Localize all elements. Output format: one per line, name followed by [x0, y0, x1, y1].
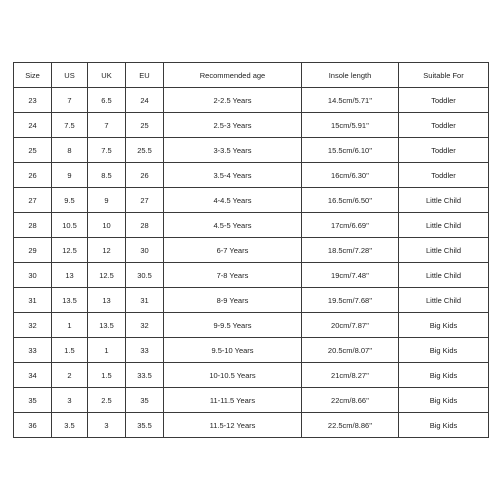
table-row: [14, 213, 489, 238]
table-body: [14, 88, 489, 438]
us-cell: 8: [52, 138, 88, 163]
table-row: [14, 238, 489, 263]
insole-length-cell: 22cm/8.66'': [302, 388, 399, 413]
size-cell: 28: [14, 213, 52, 238]
eu-cell: 26: [126, 163, 164, 188]
suitable-for-cell: Little Child: [399, 238, 489, 263]
us-cell: 10.5: [52, 213, 88, 238]
insole-length-cell: 15cm/5.91'': [302, 113, 399, 138]
size-cell: 35: [14, 388, 52, 413]
eu-cell: 25: [126, 113, 164, 138]
uk-cell: 7: [88, 113, 126, 138]
uk-cell: 13: [88, 288, 126, 313]
table-row: [14, 288, 489, 313]
age-cell: 4-4.5 Years: [164, 188, 302, 213]
insole-length-cell: 16.5cm/6.50'': [302, 188, 399, 213]
suitable-for-cell: Big Kids: [399, 338, 489, 363]
suitable-for-cell: Toddler: [399, 88, 489, 113]
insole-length-cell: 19.5cm/7.68'': [302, 288, 399, 313]
uk-cell: 12: [88, 238, 126, 263]
us-cell: 9.5: [52, 188, 88, 213]
age-cell: 2.5-3 Years: [164, 113, 302, 138]
age-cell: 9-9.5 Years: [164, 313, 302, 338]
insole-length-cell: 14.5cm/5.71'': [302, 88, 399, 113]
size-cell: 30: [14, 263, 52, 288]
suitable-for-cell: Little Child: [399, 213, 489, 238]
size-cell: 36: [14, 413, 52, 438]
age-cell: 3-3.5 Years: [164, 138, 302, 163]
eu-cell: 25.5: [126, 138, 164, 163]
age-cell: 9.5-10 Years: [164, 338, 302, 363]
age-cell: 4.5-5 Years: [164, 213, 302, 238]
table-row: [14, 338, 489, 363]
uk-cell: 13.5: [88, 313, 126, 338]
size-cell: 23: [14, 88, 52, 113]
age-cell: 10-10.5 Years: [164, 363, 302, 388]
age-cell: 3.5-4 Years: [164, 163, 302, 188]
eu-cell: 31: [126, 288, 164, 313]
age-cell: 7-8 Years: [164, 263, 302, 288]
insole-length-cell: 20.5cm/8.07'': [302, 338, 399, 363]
size-chart-table: [13, 62, 489, 438]
header-suitable-for: Suitable For: [399, 63, 489, 88]
uk-cell: 7.5: [88, 138, 126, 163]
us-cell: 1: [52, 313, 88, 338]
suitable-for-cell: Big Kids: [399, 413, 489, 438]
table-row: [14, 313, 489, 338]
uk-cell: 8.5: [88, 163, 126, 188]
table-row: [14, 113, 489, 138]
insole-length-cell: 22.5cm/8.86'': [302, 413, 399, 438]
us-cell: 13.5: [52, 288, 88, 313]
insole-length-cell: 21cm/8.27'': [302, 363, 399, 388]
table-row: [14, 263, 489, 288]
table-row: [14, 188, 489, 213]
age-cell: 6-7 Years: [164, 238, 302, 263]
size-cell: 32: [14, 313, 52, 338]
size-cell: 34: [14, 363, 52, 388]
uk-cell: 6.5: [88, 88, 126, 113]
uk-cell: 3: [88, 413, 126, 438]
size-cell: 29: [14, 238, 52, 263]
header-row: [14, 63, 489, 88]
eu-cell: 30.5: [126, 263, 164, 288]
us-cell: 9: [52, 163, 88, 188]
eu-cell: 32: [126, 313, 164, 338]
eu-cell: 27: [126, 188, 164, 213]
size-cell: 27: [14, 188, 52, 213]
uk-cell: 9: [88, 188, 126, 213]
insole-length-cell: 17cm/6.69'': [302, 213, 399, 238]
age-cell: 8-9 Years: [164, 288, 302, 313]
table-row: [14, 138, 489, 163]
header-eu: EU: [126, 63, 164, 88]
insole-length-cell: 18.5cm/7.28'': [302, 238, 399, 263]
insole-length-cell: 20cm/7.87'': [302, 313, 399, 338]
eu-cell: 30: [126, 238, 164, 263]
uk-cell: 2.5: [88, 388, 126, 413]
suitable-for-cell: Big Kids: [399, 313, 489, 338]
suitable-for-cell: Little Child: [399, 263, 489, 288]
age-cell: 11.5-12 Years: [164, 413, 302, 438]
eu-cell: 35.5: [126, 413, 164, 438]
us-cell: 7: [52, 88, 88, 113]
us-cell: 7.5: [52, 113, 88, 138]
size-cell: 25: [14, 138, 52, 163]
us-cell: 1.5: [52, 338, 88, 363]
suitable-for-cell: Big Kids: [399, 388, 489, 413]
table-row: [14, 88, 489, 113]
header-insole-length: Insole length: [302, 63, 399, 88]
uk-cell: 1.5: [88, 363, 126, 388]
suitable-for-cell: Toddler: [399, 113, 489, 138]
suitable-for-cell: Big Kids: [399, 363, 489, 388]
eu-cell: 33.5: [126, 363, 164, 388]
table-row: [14, 388, 489, 413]
us-cell: 13: [52, 263, 88, 288]
us-cell: 2: [52, 363, 88, 388]
age-cell: 11-11.5 Years: [164, 388, 302, 413]
table-row: [14, 363, 489, 388]
header-us: US: [52, 63, 88, 88]
suitable-for-cell: Toddler: [399, 163, 489, 188]
us-cell: 3.5: [52, 413, 88, 438]
insole-length-cell: 15.5cm/6.10'': [302, 138, 399, 163]
insole-length-cell: 16cm/6.30'': [302, 163, 399, 188]
eu-cell: 28: [126, 213, 164, 238]
size-cell: 31: [14, 288, 52, 313]
size-cell: 26: [14, 163, 52, 188]
us-cell: 3: [52, 388, 88, 413]
table-row: [14, 163, 489, 188]
eu-cell: 24: [126, 88, 164, 113]
size-cell: 24: [14, 113, 52, 138]
insole-length-cell: 19cm/7.48'': [302, 263, 399, 288]
header-recommended-age: Recommended age: [164, 63, 302, 88]
us-cell: 12.5: [52, 238, 88, 263]
suitable-for-cell: Little Child: [399, 188, 489, 213]
uk-cell: 1: [88, 338, 126, 363]
suitable-for-cell: Toddler: [399, 138, 489, 163]
size-cell: 33: [14, 338, 52, 363]
table-row: [14, 413, 489, 438]
eu-cell: 33: [126, 338, 164, 363]
eu-cell: 35: [126, 388, 164, 413]
header-size: Size: [14, 63, 52, 88]
header-uk: UK: [88, 63, 126, 88]
suitable-for-cell: Little Child: [399, 288, 489, 313]
age-cell: 2-2.5 Years: [164, 88, 302, 113]
uk-cell: 12.5: [88, 263, 126, 288]
uk-cell: 10: [88, 213, 126, 238]
